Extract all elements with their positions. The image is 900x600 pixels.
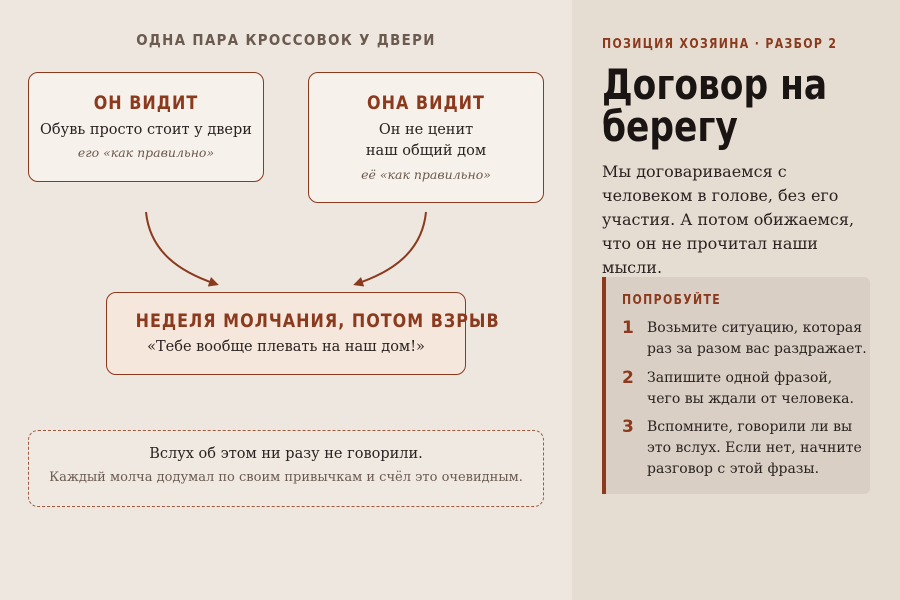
she-sees-text-line1: Он не ценит (378, 122, 474, 138)
result-quote: «Тебе вообще плевать на наш дом!» (147, 339, 425, 355)
conclusion-main: Вслух об этом ни разу не говорили. (149, 446, 423, 462)
she-sees-note: её «как правильно» (361, 167, 491, 182)
step-number: 2 (622, 368, 634, 388)
arrow-left (146, 212, 216, 284)
he-sees-note: его «как правильно» (77, 145, 215, 160)
try-it-card (602, 277, 870, 494)
try-it-title: ПОПРОБУЙТЕ (622, 293, 722, 308)
sidebar-eyebrow: ПОЗИЦИЯ ХОЗЯИНА · РАЗБОР 2 (602, 37, 838, 52)
she-sees-heading: ОНА ВИДИТ (367, 92, 485, 114)
sidebar-headline-line1: Договор на (602, 60, 828, 109)
conclusion-sub: Каждый молча додумал по своим привычкам и счёл это очевидным. (49, 470, 523, 485)
step-number: 3 (622, 417, 634, 437)
sidebar-headline-line2: берегу (602, 102, 738, 151)
sidebar-lead: Мы договариваемся с человеком в голове, без его участия. А потом обижаемся, что он не прочитал наши мысли. (602, 162, 855, 277)
she-sees-text-line2: наш общий дом (365, 143, 487, 159)
conclusion-box (28, 430, 544, 507)
step-text: Возьмите ситуацию, которая раз за разом вас раздражает. (647, 320, 867, 357)
diagram-title: ОДНА ПАРА КРОССОВОК У ДВЕРИ (136, 31, 436, 49)
result-box (106, 292, 500, 375)
sidebar-headline (602, 60, 848, 151)
he-sees-text: Обувь просто стоит у двери (40, 122, 252, 138)
step-text: Вспомните, говорили ли вы это вслух. Если нет, начните разговор с этой фразы. (647, 419, 862, 477)
arrow-right (356, 212, 426, 284)
step-text: Запишите одной фразой, чего вы ждали от человека. (647, 370, 854, 407)
result-heading: НЕДЕЛЯ МОЛЧАНИЯ, ПОТОМ ВЗРЫВ (135, 310, 500, 332)
he-sees-heading: ОН ВИДИТ (93, 92, 199, 114)
step-number: 1 (622, 318, 634, 338)
